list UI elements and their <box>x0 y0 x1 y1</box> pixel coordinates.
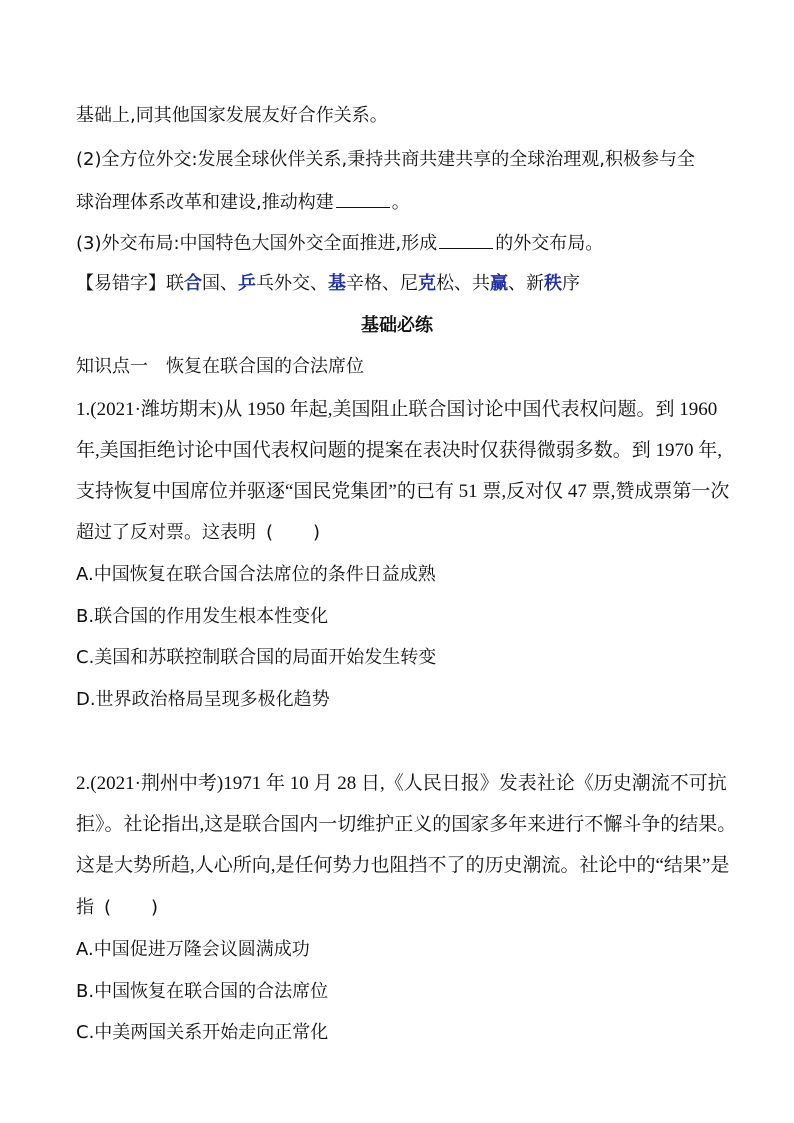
intro-item-2-line-2 <box>76 189 410 215</box>
question-1-line-3: 支持恢复中国席位并驱逐“国民党集团”的已有 51 票,反对仅 47 票,赞成票第一次 <box>76 481 730 502</box>
question-1-option-c[interactable]: C.美国和苏联控制联合国的局面开始发生转变 <box>76 647 437 668</box>
typo-highlight: 赢 <box>490 273 508 294</box>
question-1-line-2: 年,美国拒绝讨论中国代表权问题的提案在表决时仅获得微弱多数。到 1970 年, <box>76 440 723 461</box>
typo-highlight: 合 <box>184 273 202 294</box>
question-1-option-a[interactable]: A.中国恢复在联合国合法席位的条件日益成熟 <box>76 564 436 585</box>
question-1-stem-end: 超过了反对票。这表明 <box>76 522 256 543</box>
intro-item-3 <box>76 230 603 256</box>
question-1-line-4 <box>76 521 320 545</box>
answer-paren-close: ) <box>313 522 321 543</box>
answer-paren-close: ) <box>151 897 159 918</box>
typo-text: 、 <box>508 273 526 294</box>
typo-text: 国、 <box>202 273 238 294</box>
intro-line-1: 基础上,同其他国家发展友好合作关系。 <box>76 105 388 126</box>
typo-text: 尼 <box>400 273 418 294</box>
typo-text: 辛格、 <box>346 273 400 294</box>
typo-highlight: 乒 <box>238 273 256 294</box>
answer-paren-open: ( <box>266 522 274 543</box>
typo-text: 乓外交、 <box>256 273 328 294</box>
answer-blank[interactable] <box>336 189 390 208</box>
question-2-line-1: 2.(2021·荆州中考)1971 年 10 月 28 日,《人民日报》发表社论《历史潮流不可抗 <box>76 773 727 794</box>
question-1-option-d[interactable]: D.世界政治格局呈现多极化趋势 <box>76 689 330 710</box>
question-2-line-4 <box>76 896 158 920</box>
intro-item-3-end: 的外交布局。 <box>495 233 604 254</box>
knowledge-point: 知识点一 恢复在联合国的合法席位 <box>76 356 364 377</box>
typo-highlight: 秩 <box>544 273 562 294</box>
typo-text: 联 <box>166 273 184 294</box>
question-1-option-b[interactable]: B.联合国的作用发生根本性变化 <box>76 606 329 627</box>
typo-text: 松、 <box>436 273 472 294</box>
intro-item-2-text: 球治理体系改革和建设,推动构建 <box>76 192 334 213</box>
intro-item-3-text: (3)外交布局:中国特色大国外交全面推进,形成 <box>76 233 438 254</box>
question-2-option-a[interactable]: A.中国促进万隆会议圆满成功 <box>76 939 310 960</box>
question-1-line-1: 1.(2021·潍坊期末)从 1950 年起,美国阻止联合国讨论中国代表权问题。到 1960 <box>76 399 718 420</box>
typo-text: 序 <box>562 273 580 294</box>
question-2-option-c[interactable]: C.中美两国关系开始走向正常化 <box>76 1022 329 1043</box>
question-2-line-2: 拒》。社论指出,这是联合国内一切维护正义的国家多年来进行不懈斗争的结果。 <box>76 814 737 835</box>
question-2-line-3: 这是大势所趋,人心所向,是任何势力也阻挡不了的历史潮流。社论中的“结果”是 <box>76 855 730 876</box>
typo-text: 共 <box>472 273 490 294</box>
typo-line <box>76 272 580 296</box>
typo-highlight: 克 <box>418 273 436 294</box>
typo-label: 【易错字】 <box>76 273 166 294</box>
question-2-option-b[interactable]: B.中国恢复在联合国的合法席位 <box>76 981 329 1002</box>
typo-highlight: 基 <box>328 273 346 294</box>
answer-paren-open: ( <box>104 897 112 918</box>
intro-item-2-line-1: (2)全方位外交:发展全球伙伴关系,秉持共商共建共享的全球治理观,积极参与全 <box>76 149 696 170</box>
section-title: 基础必练 <box>361 315 433 336</box>
question-2-stem-end: 指 <box>76 897 94 918</box>
typo-text: 新 <box>526 273 544 294</box>
answer-blank[interactable] <box>439 230 493 249</box>
intro-item-2-end: 。 <box>391 192 410 213</box>
